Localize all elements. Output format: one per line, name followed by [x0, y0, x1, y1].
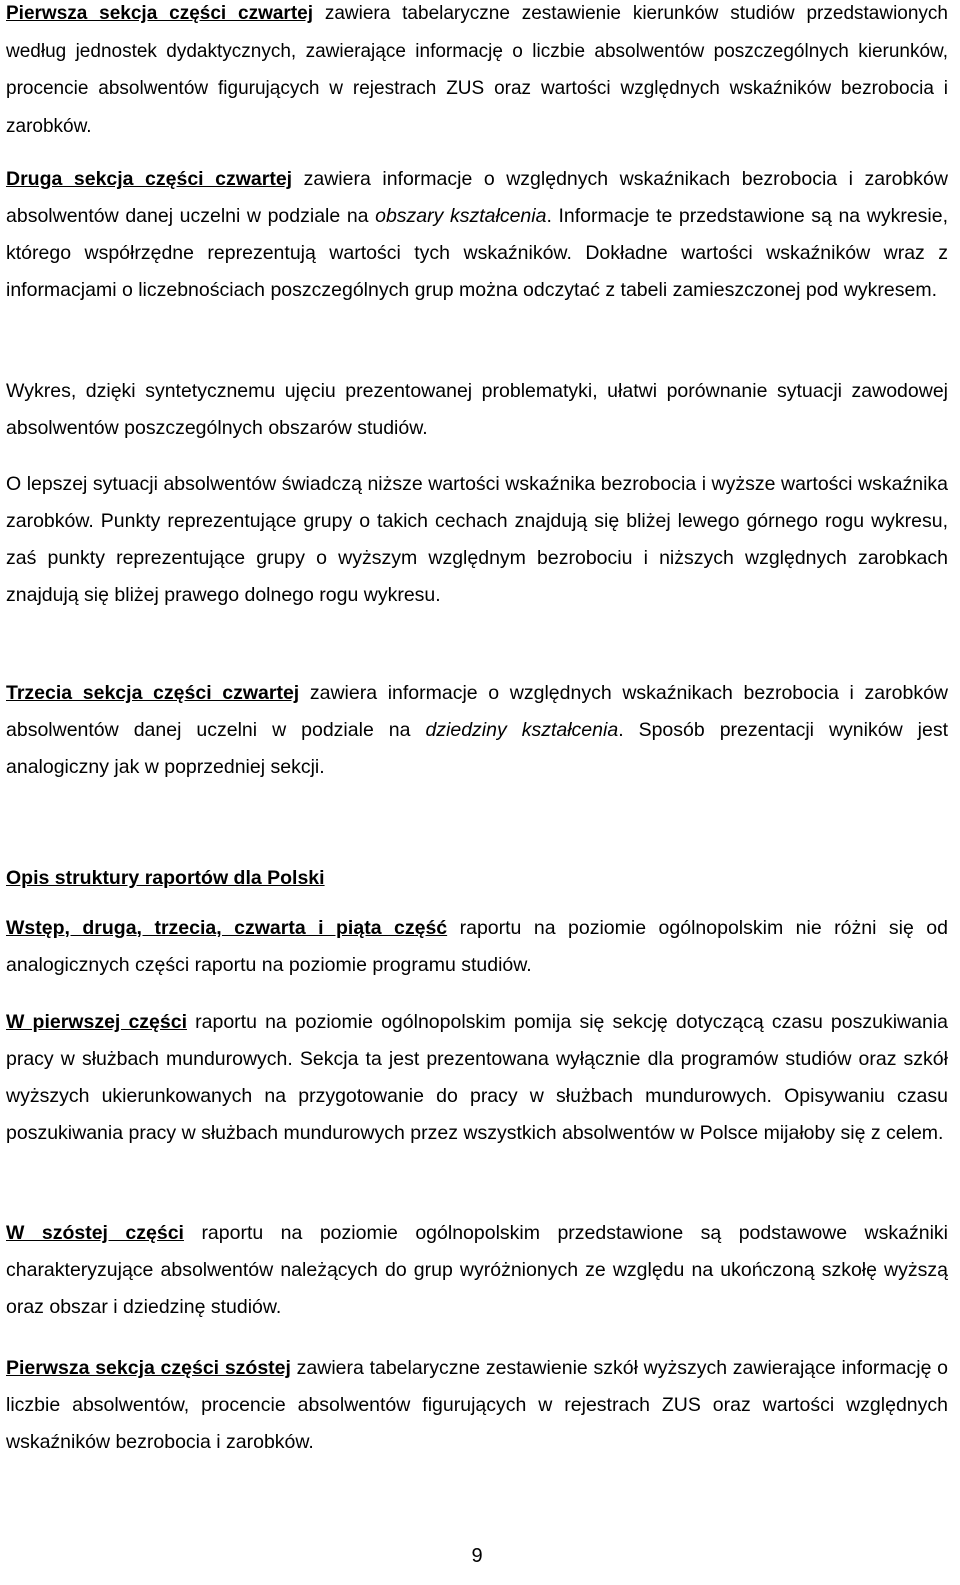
page-number: 9 — [471, 1545, 483, 1567]
paragraph-text: . Sposób prezentacji wyników jest analogiczny jak w poprzedniej sekcji. — [6, 719, 948, 778]
section-heading: Opis struktury raportów dla Polski — [6, 867, 325, 889]
paragraph-text: zawiera informacje o względnych wskaźnikach bezrobocia i zarobków absolwentów danej uczelni w podziale na — [6, 168, 948, 227]
paragraph-lead: W pierwszej części — [6, 1011, 188, 1033]
paragraph-text: raportu na poziomie ogólnopolskim przedstawione są podstawowe wskaźniki charakteryzujące absolwentów należących do grup wyróżnionych ze względu na ukończoną szkołę wyższą oraz obszar i dziedzinę studiów. — [6, 1222, 948, 1318]
paragraph-section1-part4 — [6, 0, 948, 145]
paragraph-chart-description — [6, 373, 948, 447]
paragraph-text: Wykres, dzięki syntetycznemu ujęciu prezentowanej problematyki, ułatwi porównanie sytuacji zawodowej absolwentów poszczególnych obszarów studiów. — [6, 380, 948, 439]
paragraph-text: zawiera informacje o względnych wskaźnikach bezrobocia i zarobków absolwentów danej uczelni w podziale na — [6, 682, 948, 741]
paragraph-section3-part4 — [6, 675, 948, 786]
paragraph-lead: Wstęp, druga, trzecia, czwarta i piąta część — [6, 917, 448, 939]
paragraph-text: zawiera tabelaryczne zestawienie szkół wyższych zawierające informację o liczbie absolwentów, procencie absolwentów figurujących w rejestrach ZUS oraz wartości względnych wskaźników bezrobocia i zarobków. — [6, 1357, 948, 1453]
paragraph-italic-term: obszary kształcenia — [375, 205, 547, 227]
paragraph-part1 — [6, 1004, 948, 1152]
paragraph-italic-term: dziedziny kształcenia — [425, 719, 619, 741]
paragraph-part6 — [6, 1215, 948, 1326]
paragraph-lead: Trzecia sekcja części czwartej — [6, 682, 300, 704]
paragraph-text: raportu na poziomie ogólnopolskim nie różni się od analogicznych części raportu na poziomie programu studiów. — [6, 917, 948, 976]
paragraph-text: O lepszej sytuacji absolwentów świadczą niższe wartości wskaźnika bezrobocia i wyższe wartości wskaźnika zarobków. Punkty reprezentujące grupy o takich cechach znajdują się bliżej lewego górnego rogu wykresu, zaś punkty reprezentujące grupy o wyższym względnym bezrobociu i niższych względnych zarobkach znajdują się bliżej prawego dolnego rogu wykresu. — [6, 473, 948, 606]
paragraph-text: raportu na poziomie ogólnopolskim pomija się sekcję dotyczącą czasu poszukiwania pracy w służbach mundurowych. Sekcja ta jest prezentowana wyłącznie dla programów studiów oraz szkół wyższych ukierunkowanych na przygotowanie do pracy w służbach mundurowych. Opisywaniu czasu poszukiwania pracy w służbach mundurowych przez wszystkich absolwentów w Polsce mijałoby się z celem. — [6, 1011, 948, 1144]
paragraph-section2-part4 — [6, 161, 948, 309]
paragraph-section1-part6 — [6, 1350, 948, 1461]
paragraph-text: . Informacje te przedstawione są na wykresie, którego współrzędne reprezentują wartości tych wskaźników. Dokładne wartości wskaźników wraz z informacjami o liczebnościach poszczególnych grup można odczytać z tabeli zamieszczonej pod wykresem. — [6, 205, 948, 301]
paragraph-lead: Pierwsza sekcja części szóstej — [6, 1357, 291, 1379]
paragraph-text: zawiera tabelaryczne zestawienie kierunków studiów przedstawionych według jednostek dydaktycznych, zawierające informację o liczbie absolwentów poszczególnych kierunków, procencie absolwentów figurujących w rejestrach ZUS oraz wartości względnych wskaźników bezrobocia i zarobków. — [6, 3, 948, 137]
paragraph-interpretation — [6, 466, 948, 614]
paragraph-lead: Druga sekcja części czwartej — [6, 168, 293, 190]
paragraph-lead: Pierwsza sekcja części czwartej — [6, 3, 313, 24]
paragraph-intro-parts — [6, 910, 948, 984]
paragraph-lead: W szóstej części — [6, 1222, 184, 1244]
